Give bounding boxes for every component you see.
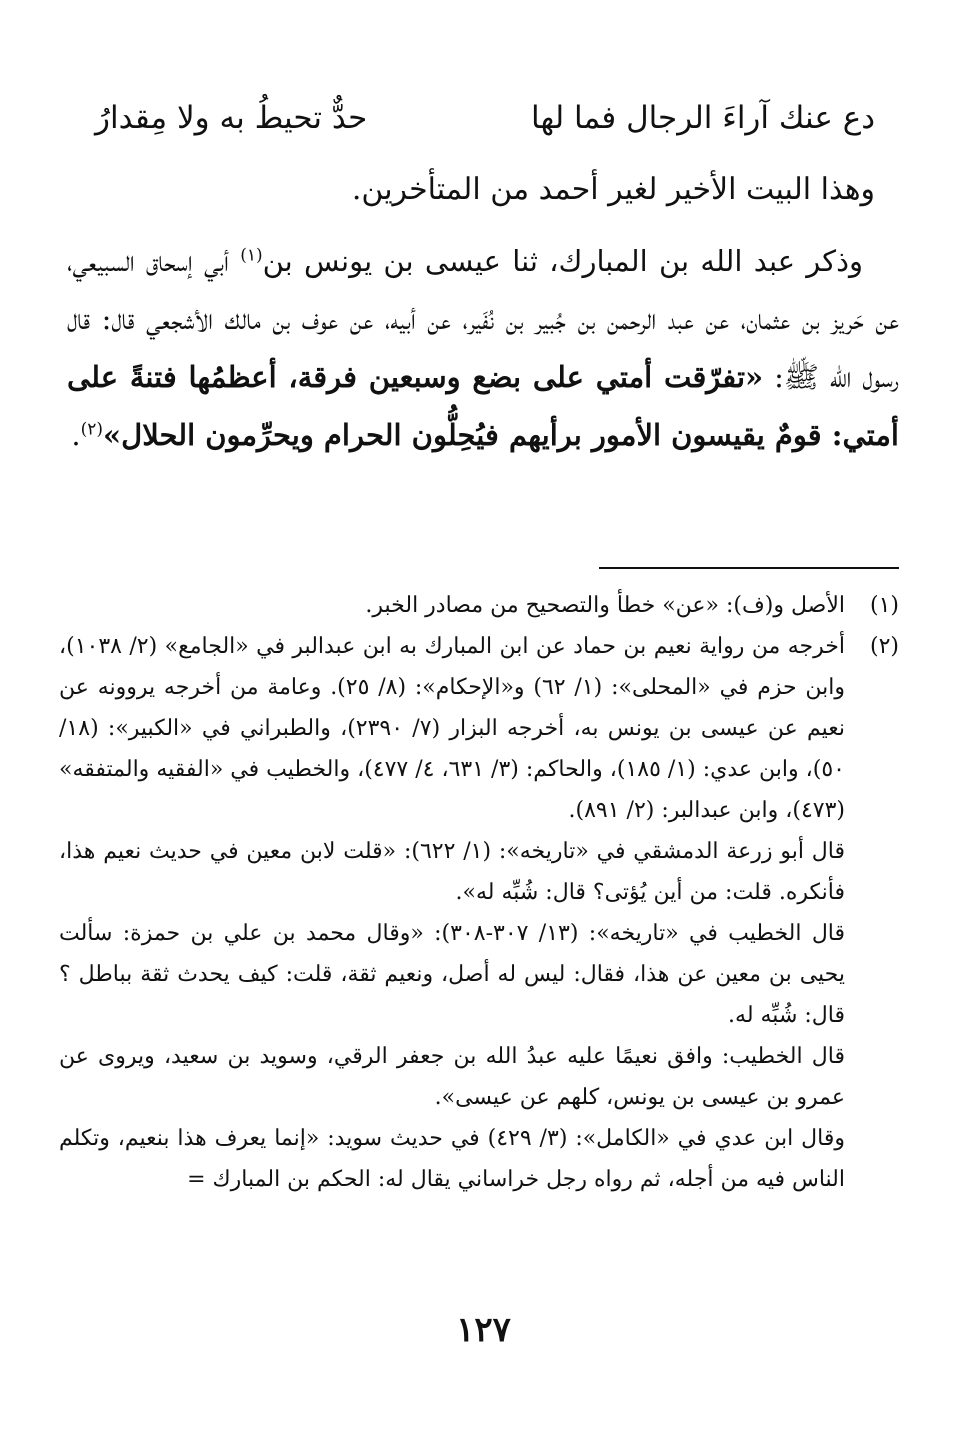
footnote-text: قال الخطيب: وافق نعيمًا عليه عبدُ الله بن جعفر الرقي، وسويد بن سعيد، ويروى عن عمرو بن عيسى بن يونس، كلهم عن عيسى». <box>59 1044 845 1110</box>
poem-verse <box>95 100 875 160</box>
body-end: . <box>71 418 81 452</box>
body-intro: وذكر عبد الله بن المبارك، ثنا عيسى بن يونس بن <box>262 244 864 278</box>
footnote-body <box>59 585 845 626</box>
footnote-ref-2: (٢) <box>80 419 104 440</box>
body-paragraph <box>67 232 899 464</box>
footnote-divider <box>599 567 899 569</box>
footnote-text: قال الخطيب في «تاريخه»: (١٣/ ٣٠٧-٣٠٨): «وقال محمد بن علي بن حمزة: سألت يحيى بن معين عن هذا، فقال: ليس له أصل، ونعيم ثقة، قلت: كيف يحدث ثقة بباطل ؟ قال: شُبِّه له. <box>59 921 846 1028</box>
verse-note: وهذا البيت الأخير لغير أحمد من المتأخرين. <box>351 172 875 207</box>
footnote-text: قال أبو زرعة الدمشقي في «تاريخه»: (١/ ٦٢٢): «قلت لابن معين في حديث نعيم هذا، فأنكره. قلت: من أين يُؤتى؟ قال: شُبِّه له». <box>59 839 845 905</box>
footnote-number: (٢) <box>869 634 899 659</box>
footnote-1 <box>59 585 899 626</box>
footnote-2-continued <box>59 831 845 1200</box>
hadith-text: «تفرّقت أمتي على بضع وسبعين فرقة، أعظمُها فتنةً على أمتي: قومٌ يقيسون الأمور برأيهم فيُحِلُّون الحرام ويحرِّمون الحلال» <box>67 360 899 452</box>
footnote-ref-1: (١) <box>240 245 263 266</box>
footnote-2 <box>59 626 899 831</box>
footnote-text: الأصل و(ف): «عن» خطأ والتصحيح من مصادر الخبر. <box>365 593 845 618</box>
body-chain: أبي إسحاق السبيعي، عن حَريز بن عثمان، عن عبد الرحمن بن جُبير بن نُفَير، عن أبيه، عن عوف بن مالك الأشجعي قال: قال رسول الله ﷺ: <box>67 244 900 394</box>
poem-hemistich-right: دع عنك آراءَ الرجال فما لها <box>531 100 875 136</box>
footnote-body <box>59 626 845 831</box>
footnote-text: وقال ابن عدي في «الكامل»: (٣/ ٤٢٩) في حديث سويد: «إنما يعرف هذا بنعيم، وتكلم الناس فيه من أجله، ثم رواه رجل خراساني يقال له: الحكم بن المبارك = <box>59 1126 845 1192</box>
page-number: ١٢٧ <box>456 1310 511 1350</box>
footnote-number: (١) <box>869 593 899 618</box>
footnote-text: أخرجه من رواية نعيم بن حماد عن ابن المبارك به ابن عبدالبر في «الجامع» (٢/ ١٠٣٨)، وابن حزم في «المحلى»: (١/ ٦٢) و«الإحكام»: (٨/ ٢٥). وعامة من أخرجه يروونه عن نعيم عن عيسى بن يونس به، أخرجه البزار (٧/ ٢٣٩٠)، والطبراني في «الكبير»: (١٨/ ٥٠)، وابن عدي: (١/ ١٨٥)، والحاكم: (٣/ ٦٣١، ٤/ ٤٧٧)، والخطيب في «الفقيه والمتفقه» (٤٧٣)، وابن عبدالبر: (٢/ ٨٩١). <box>59 634 846 823</box>
footnotes <box>59 585 899 1200</box>
poem-hemistich-left: حدٌّ تحيطُ به ولا مِقدارُ <box>95 100 368 136</box>
